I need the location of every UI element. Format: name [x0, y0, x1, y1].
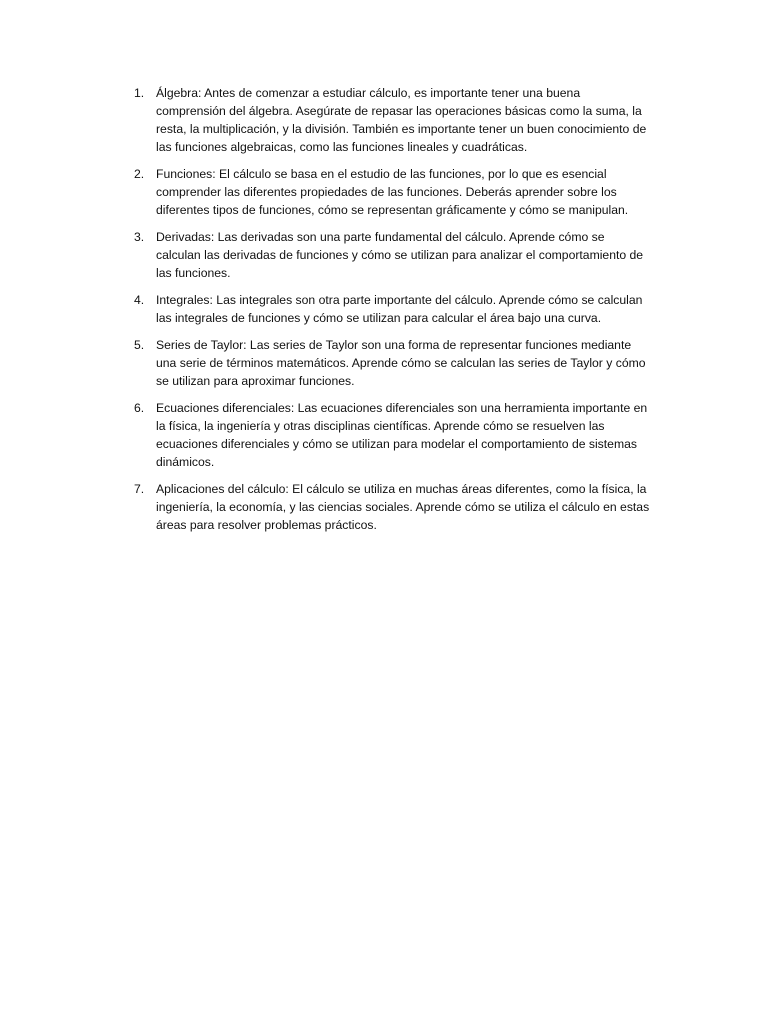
list-item-text: Series de Taylor: Las series de Taylor son una forma de representar funciones mediante una serie de términos matemáticos. Aprende cómo se calculan las series de Taylor y cómo se utilizan para aproximar funciones. — [156, 338, 646, 388]
list-item — [130, 480, 650, 534]
numbered-list — [130, 84, 650, 543]
list-item — [130, 399, 650, 471]
list-item-number: 2. — [134, 167, 145, 181]
list-item-number: 1. — [134, 86, 145, 100]
list-item-text: Ecuaciones diferenciales: Las ecuaciones diferenciales son una herramienta importante en la física, la ingeniería y otras disciplinas científicas. Aprende cómo se resuelven las ecuaciones diferenciales y cómo se utilizan para modelar el comportamiento de sistemas dinámicos. — [156, 401, 648, 469]
list-item — [130, 291, 650, 327]
list-item-number: 5. — [134, 338, 145, 352]
list-item-number: 6. — [134, 401, 145, 415]
list-item-text: Funciones: El cálculo se basa en el estudio de las funciones, por lo que es esencial comprender las diferentes propiedades de las funciones. Deberás aprender sobre los diferentes tipos de funciones, cómo se representan gráficamente y cómo se manipulan. — [156, 167, 629, 217]
list-item-number: 7. — [134, 482, 145, 496]
list-item-text: Álgebra: Antes de comenzar a estudiar cálculo, es importante tener una buena comprensión del álgebra. Asegúrate de repasar las operaciones básicas como la suma, la resta, la multiplicación, y la división. También es importante tener un buen conocimiento de las funciones algebraicas, como las funciones lineales y cuadráticas. — [156, 86, 647, 154]
list-item-text: Integrales: Las integrales son otra parte importante del cálculo. Aprende cómo se calculan las integrales de funciones y cómo se utilizan para calcular el área bajo una curva. — [156, 293, 643, 325]
list-item-text: Derivadas: Las derivadas son una parte fundamental del cálculo. Aprende cómo se calculan las derivadas de funciones y cómo se utilizan para analizar el comportamiento de las funciones. — [156, 230, 644, 280]
list-item-number: 3. — [134, 230, 145, 244]
list-item — [130, 336, 650, 390]
list-item-number: 4. — [134, 293, 145, 307]
list-item — [130, 228, 650, 282]
list-item — [130, 84, 650, 156]
list-item — [130, 165, 650, 219]
list-item-text: Aplicaciones del cálculo: El cálculo se utiliza en muchas áreas diferentes, como la física, la ingeniería, la economía, y las ciencias sociales. Aprende cómo se utiliza el cálculo en estas áreas para resolver problemas prácticos. — [156, 482, 650, 532]
